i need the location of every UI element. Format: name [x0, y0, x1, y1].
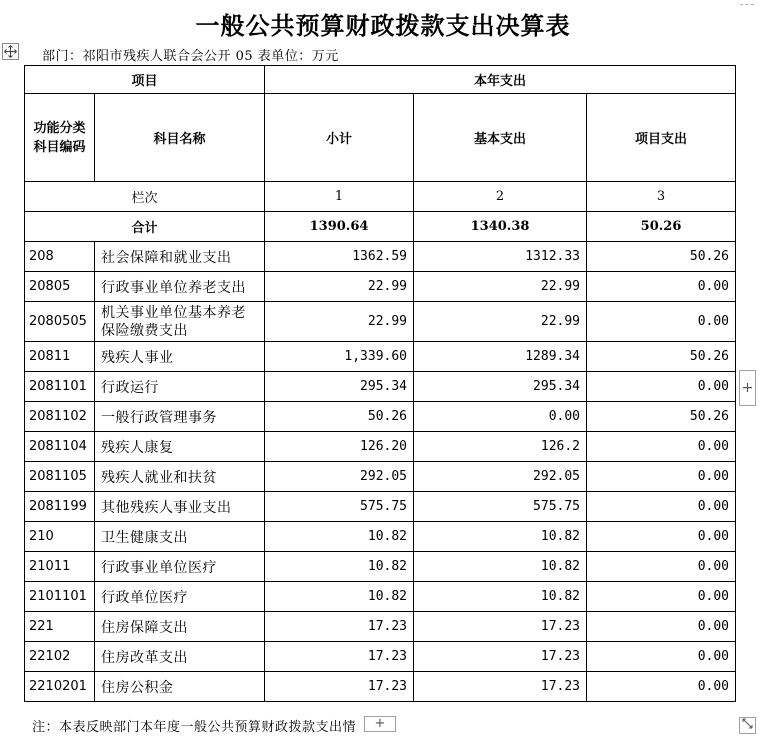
total-project: 50.26: [587, 212, 736, 242]
row-subtotal: 10.82: [265, 582, 414, 612]
total-row: [25, 212, 736, 242]
row-code: 22102: [25, 642, 95, 672]
row-name: 社会保障和就业支出: [95, 242, 265, 272]
row-project: 0.00: [587, 612, 736, 642]
row-project: 0.00: [587, 372, 736, 402]
department-line: 部门：祁阳市残疾人联合会公开 05 表单位：万元: [42, 49, 339, 64]
row-name: 行政事业单位医疗: [95, 552, 265, 582]
table-row: [25, 672, 736, 702]
row-basic: 10.82: [414, 552, 587, 582]
row-basic: 0.00: [414, 402, 587, 432]
row-subtotal: 295.34: [265, 372, 414, 402]
row-project: 0.00: [587, 302, 736, 342]
table-row: [25, 612, 736, 642]
row-subtotal: 1362.59: [265, 242, 414, 272]
row-basic: 1289.34: [414, 342, 587, 372]
row-code: 21011: [25, 552, 95, 582]
add-row-button[interactable]: +: [364, 716, 396, 732]
row-name: 一般行政管理事务: [95, 402, 265, 432]
row-subtotal: 292.05: [265, 462, 414, 492]
row-code: 2081105: [25, 462, 95, 492]
row-name: 卫生健康支出: [95, 522, 265, 552]
table-row: [25, 462, 736, 492]
row-basic: 1312.33: [414, 242, 587, 272]
row-basic: 10.82: [414, 582, 587, 612]
row-code: 2101101: [25, 582, 95, 612]
row-project: 0.00: [587, 432, 736, 462]
table-row: [25, 372, 736, 402]
budget-table: [24, 65, 736, 702]
row-subtotal: 17.23: [265, 612, 414, 642]
row-name: 残疾人事业: [95, 342, 265, 372]
row-project: 0.00: [587, 522, 736, 552]
header-row-1: [25, 66, 736, 94]
move-arrows-icon: [4, 45, 17, 58]
row-name: 住房公积金: [95, 672, 265, 702]
row-code: 208: [25, 242, 95, 272]
table-row: [25, 342, 736, 372]
row-subtotal: 17.23: [265, 642, 414, 672]
row-subtotal: 10.82: [265, 522, 414, 552]
row-subtotal: 17.23: [265, 672, 414, 702]
header-subtotal: 小计: [265, 94, 414, 182]
row-project: 0.00: [587, 672, 736, 702]
row-basic: 17.23: [414, 672, 587, 702]
row-code: 2081199: [25, 492, 95, 522]
page-title: 一般公共预算财政拨款支出决算表: [195, 11, 571, 40]
header-row-2: [25, 94, 736, 182]
total-basic: 1340.38: [414, 212, 587, 242]
row-name: 住房保障支出: [95, 612, 265, 642]
header-subject-name: 科目名称: [95, 94, 265, 182]
row-code: 2210201: [25, 672, 95, 702]
row-basic: 17.23: [414, 612, 587, 642]
add-column-button[interactable]: +: [739, 370, 756, 406]
row-name: 行政单位医疗: [95, 582, 265, 612]
row-basic: 22.99: [414, 302, 587, 342]
header-project-expense: 项目支出: [587, 94, 736, 182]
header-project: 项目: [25, 66, 265, 94]
table-row: [25, 242, 736, 272]
row-name: 残疾人康复: [95, 432, 265, 462]
row-basic: 292.05: [414, 462, 587, 492]
row-name: 其他残疾人事业支出: [95, 492, 265, 522]
row-project: 0.00: [587, 272, 736, 302]
header-current-year-expense: 本年支出: [265, 66, 736, 94]
row-subtotal: 575.75: [265, 492, 414, 522]
row-project: 0.00: [587, 642, 736, 672]
row-project: 50.26: [587, 402, 736, 432]
row-code: 20811: [25, 342, 95, 372]
header-basic-expense: 基本支出: [414, 94, 587, 182]
resize-arrows-icon: [742, 718, 753, 729]
header-func-code: 功能分类科目编码: [25, 94, 95, 182]
column-number-row: [25, 182, 736, 212]
row-code: 2081104: [25, 432, 95, 462]
move-icon[interactable]: [2, 43, 19, 60]
table-row: [25, 272, 736, 302]
row-code: 2081101: [25, 372, 95, 402]
row-name: 残疾人就业和扶贫: [95, 462, 265, 492]
row-code: 2080505: [25, 302, 95, 342]
column-number-label: 栏次: [25, 182, 265, 212]
row-subtotal: 22.99: [265, 272, 414, 302]
row-code: 221: [25, 612, 95, 642]
row-name: 行政运行: [95, 372, 265, 402]
row-name: 住房改革支出: [95, 642, 265, 672]
row-subtotal: 22.99: [265, 302, 414, 342]
row-project: 50.26: [587, 242, 736, 272]
row-basic: 17.23: [414, 642, 587, 672]
row-subtotal: 126.20: [265, 432, 414, 462]
column-number-1: 1: [265, 182, 414, 212]
table-row: [25, 552, 736, 582]
table-note: 注：本表反映部门本年度一般公共预算财政拨款支出情: [32, 720, 357, 735]
total-subtotal: 1390.64: [265, 212, 414, 242]
table-row: [25, 492, 736, 522]
row-code: 210: [25, 522, 95, 552]
resize-icon[interactable]: [739, 717, 756, 734]
row-basic: 295.34: [414, 372, 587, 402]
row-basic: 22.99: [414, 272, 587, 302]
table-row: [25, 642, 736, 672]
row-basic: 126.2: [414, 432, 587, 462]
row-subtotal: 50.26: [265, 402, 414, 432]
table-row: [25, 402, 736, 432]
table-row: [25, 582, 736, 612]
row-code: 2081102: [25, 402, 95, 432]
row-basic: 10.82: [414, 522, 587, 552]
row-name: 机关事业单位基本养老保险缴费支出: [95, 302, 265, 342]
row-basic: 575.75: [414, 492, 587, 522]
row-project: 0.00: [587, 462, 736, 492]
table-row: [25, 302, 736, 342]
row-name: 行政事业单位养老支出: [95, 272, 265, 302]
column-number-3: 3: [587, 182, 736, 212]
row-project: 0.00: [587, 582, 736, 612]
row-project: 0.00: [587, 552, 736, 582]
total-label: 合计: [25, 212, 265, 242]
table-row: [25, 432, 736, 462]
row-subtotal: 1,339.60: [265, 342, 414, 372]
row-project: 50.26: [587, 342, 736, 372]
table-row: [25, 522, 736, 552]
column-number-2: 2: [414, 182, 587, 212]
row-project: 0.00: [587, 492, 736, 522]
row-code: 20805: [25, 272, 95, 302]
row-subtotal: 10.82: [265, 552, 414, 582]
